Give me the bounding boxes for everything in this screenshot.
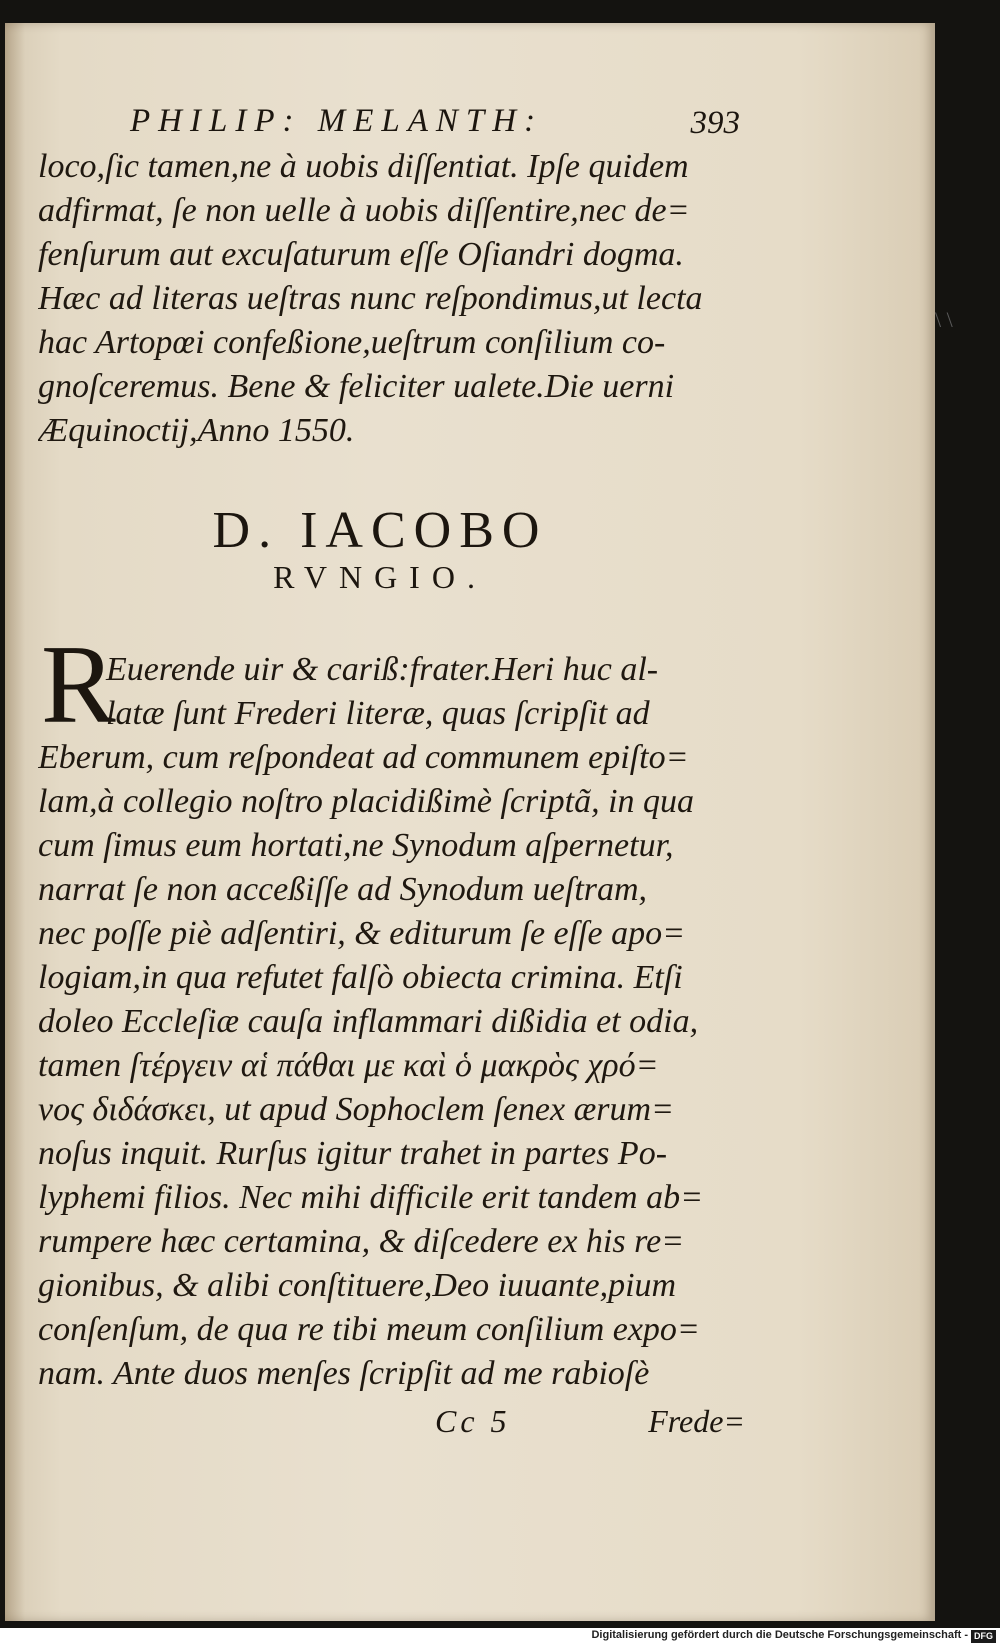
catchword: Frede= bbox=[648, 1403, 745, 1439]
text-line: narrat ſe non acceßiſſe ad Synodum ueſtram, bbox=[38, 871, 648, 908]
spine-shadow bbox=[5, 23, 25, 1621]
scanner-edge-mark: \ \ bbox=[935, 307, 953, 332]
letter-ending-paragraph bbox=[38, 145, 743, 453]
signature-mark: Cc 5 bbox=[435, 1403, 511, 1439]
drop-cap-initial: R bbox=[41, 623, 116, 747]
text-line: Euerende uir & cariß:frater.Heri huc al- bbox=[106, 651, 659, 688]
text-line: nec poſſe piè adſentiri, & editurum ſe eſſe apo= bbox=[38, 915, 686, 952]
letter-title: D. IACOBO bbox=[212, 502, 548, 559]
text-line: Æquinoctij,Anno 1550. bbox=[38, 412, 355, 449]
text-line: lam,à collegio noſtro placidißimè ſcriptã, in qua bbox=[38, 783, 695, 820]
dfg-logo-badge: DFG bbox=[971, 1630, 996, 1643]
letter-body-paragraph bbox=[38, 648, 743, 1396]
text-line: noſus inquit. Rurſus igitur trahet in partes Po- bbox=[38, 1135, 668, 1172]
page-header bbox=[130, 103, 740, 149]
text-line: gnoſceremus. Bene & feliciter ualete.Die uerni bbox=[38, 368, 675, 405]
text-line-greek: tamen ſτέργειν αἱ πάθαι με καὶ ὁ μακρὸς χρό= bbox=[38, 1047, 659, 1084]
page-number: 393 bbox=[690, 105, 740, 141]
text-line: hac Artopœi confeßione,ueſtrum conſilium co- bbox=[38, 324, 666, 361]
text-line: Hæc ad literas ueſtras nunc reſpondimus,ut lecta bbox=[38, 280, 703, 317]
digitization-footer bbox=[0, 1628, 1000, 1646]
text-line: fenſurum aut excuſaturum eſſe Oſiandri dogma. bbox=[38, 236, 684, 273]
text-line: lyphemi filios. Nec mihi difficile erit tandem ab= bbox=[38, 1179, 704, 1216]
page-footer-line bbox=[435, 1403, 745, 1447]
text-line: nam. Ante duos menſes ſcripſit ad me rabioſè bbox=[38, 1355, 650, 1392]
text-line: adfirmat, ſe non uelle à uobis diſſentire,nec de= bbox=[38, 192, 690, 229]
text-line: conſenſum, de qua re tibi meum conſilium expo= bbox=[38, 1311, 700, 1348]
text-line: latæ ſunt Frederi literæ, quas ſcripſit ad bbox=[106, 695, 650, 732]
letter-subtitle: RVNGIO. bbox=[273, 559, 487, 595]
text-line: rumpere hæc certamina, & diſcedere ex his re= bbox=[38, 1223, 685, 1260]
text-line: doleo Eccleſiæ cauſa inflammari dißidia et odia, bbox=[38, 1003, 699, 1040]
text-line-greek: νος διδάσκει, ut apud Sophoclem ſenex ærum= bbox=[38, 1091, 674, 1128]
book-page bbox=[5, 23, 935, 1621]
text-line: logiam,in qua refutet falſò obiecta crimina. Etſi bbox=[38, 959, 683, 996]
text-line: Eberum, cum reſpondeat ad communem epiſto= bbox=[38, 739, 689, 776]
text-line: gionibus, & alibi conſtituere,Deo iuuante,pium bbox=[38, 1267, 677, 1304]
text-line: cum ſimus eum hortati,ne Synodum aſpernetur, bbox=[38, 827, 674, 864]
funding-credit: Digitalisierung gefördert durch die Deutsche Forschungsgemeinschaft - bbox=[591, 1629, 968, 1641]
running-head: PHILIP: MELANTH: bbox=[130, 103, 544, 139]
text-line: loco,ſic tamen,ne à uobis diſſentiat. Ipſe quidem bbox=[38, 148, 689, 185]
